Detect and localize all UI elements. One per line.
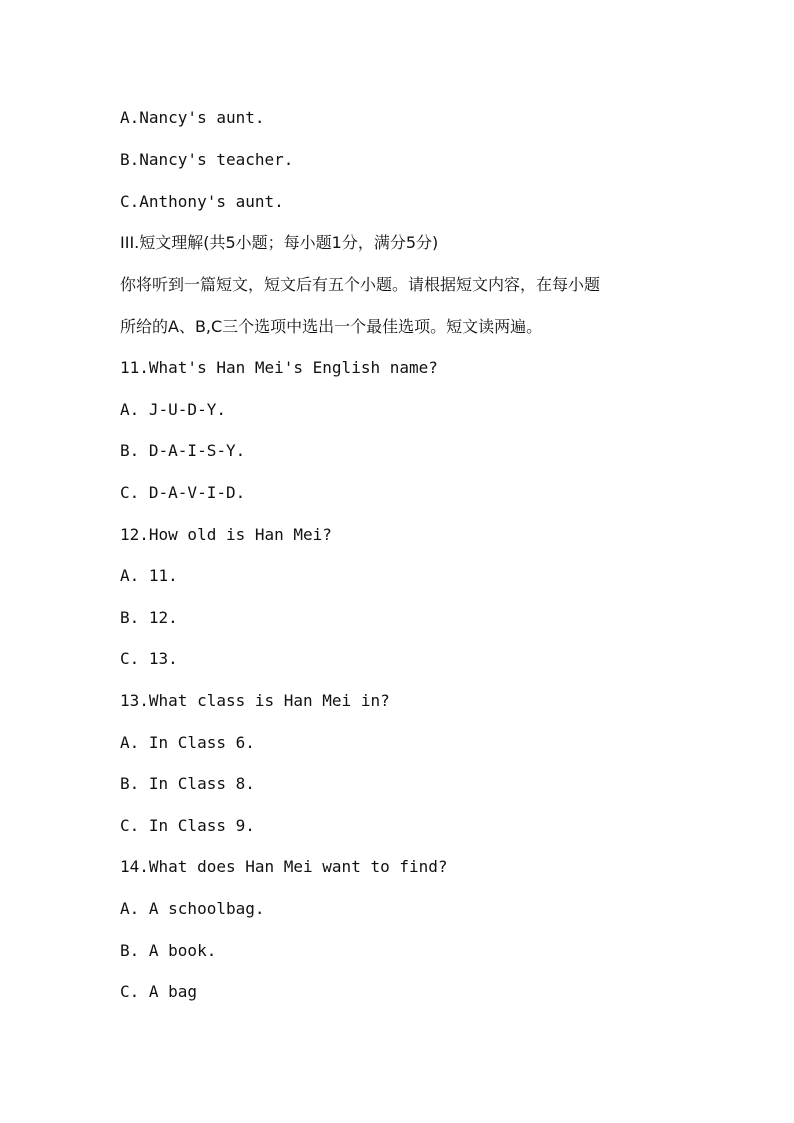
question-12-option-c: C. 13. bbox=[120, 649, 178, 668]
question-14-option-b: B. A book. bbox=[120, 941, 217, 960]
question-12-option-a: A. 11. bbox=[120, 566, 178, 585]
instructions-line-2: 所给的A、B,C三个选项中选出一个最佳选项。短文读两遍。 bbox=[120, 317, 543, 336]
option-a-text: A.Nancy's aunt. bbox=[120, 108, 265, 127]
question-13-option-b: B. In Class 8. bbox=[120, 774, 255, 793]
question-12-option-b: B. 12. bbox=[120, 608, 178, 627]
question-14: 14.What does Han Mei want to find? bbox=[120, 857, 448, 876]
question-14-option-c: C. A bag bbox=[120, 982, 198, 1001]
question-11-option-c: C. D-A-V-I-D. bbox=[120, 483, 246, 502]
option-c-text: C.Anthony's aunt. bbox=[120, 192, 284, 211]
question-12: 12.How old is Han Mei? bbox=[120, 525, 332, 544]
question-11-option-b: B. D-A-I-S-Y. bbox=[120, 441, 246, 460]
section-heading: III.短文理解(共5小题；每小题1分，满分5分) bbox=[120, 233, 439, 252]
question-14-option-a: A. A schoolbag. bbox=[120, 899, 265, 918]
question-11: 11.What's Han Mei's English name? bbox=[120, 358, 438, 377]
question-13: 13.What class is Han Mei in? bbox=[120, 691, 390, 710]
question-13-option-c: C. In Class 9. bbox=[120, 816, 255, 835]
question-11-option-a: A. J-U-D-Y. bbox=[120, 400, 226, 419]
option-b-text: B.Nancy's teacher. bbox=[120, 150, 294, 169]
instructions-line-1: 你将听到一篇短文，短文后有五个小题。请根据短文内容，在每小题 bbox=[120, 275, 601, 294]
question-13-option-a: A. In Class 6. bbox=[120, 733, 255, 752]
